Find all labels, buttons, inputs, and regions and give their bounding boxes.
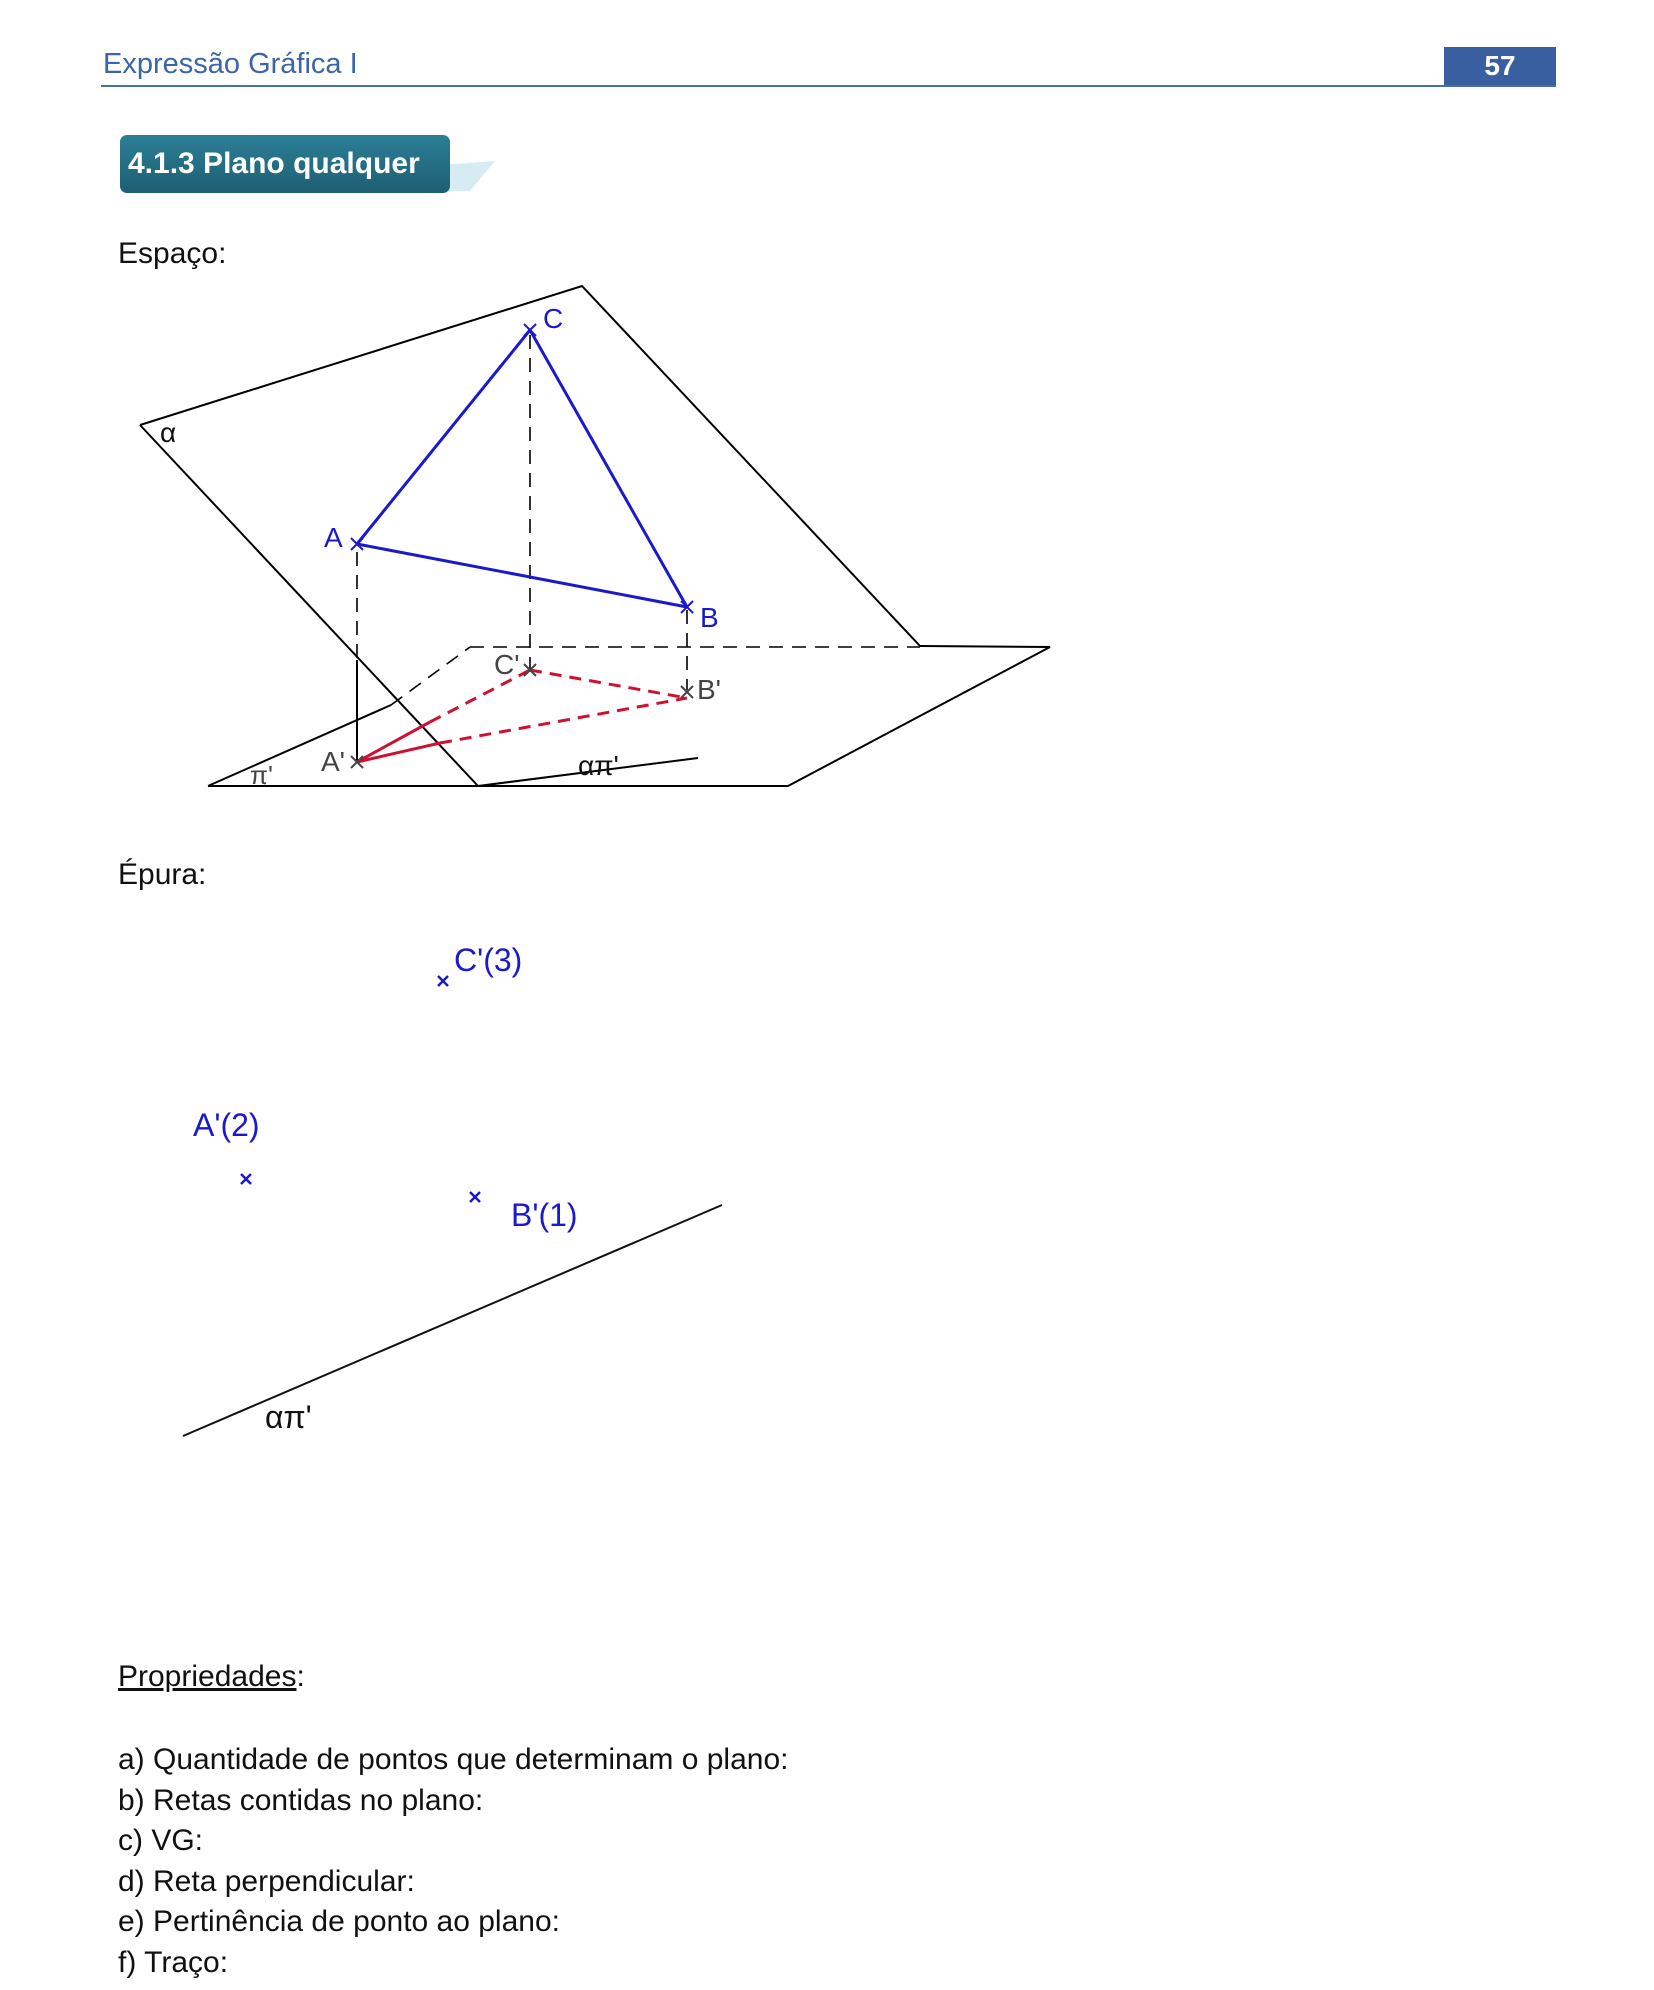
epura-diagram bbox=[183, 976, 722, 1436]
proj-edge-CB-hidden bbox=[530, 670, 687, 698]
plane-pi-left-edge bbox=[208, 705, 391, 786]
space-point-markers bbox=[351, 324, 693, 768]
label-A-proj: A' bbox=[321, 746, 346, 777]
proj-edge-AB bbox=[357, 743, 440, 762]
trace-line-epura bbox=[183, 1205, 722, 1436]
property-item: c) VG: bbox=[118, 1824, 204, 1857]
trace-label-space: απ' bbox=[578, 750, 619, 781]
label-C-proj: C' bbox=[494, 649, 520, 680]
properties-heading-wrap bbox=[118, 1660, 305, 1694]
property-item: b) Retas contidas no plano: bbox=[118, 1783, 484, 1817]
properties-heading-colon: : bbox=[296, 1660, 305, 1693]
triangle-ABC bbox=[357, 330, 687, 607]
plane-alpha-label: α bbox=[160, 417, 177, 448]
property-item: e) Pertinência de ponto ao plano: bbox=[118, 1905, 560, 1938]
epura-label-A: A'(2) bbox=[193, 1107, 260, 1143]
trace-label-epura: απ' bbox=[265, 1399, 312, 1435]
marker-C bbox=[524, 324, 536, 336]
properties-list bbox=[118, 1740, 788, 1983]
edge-AC bbox=[357, 330, 530, 544]
epura-marker-A bbox=[241, 1174, 251, 1184]
page-number: 57 bbox=[1444, 47, 1556, 85]
epura-marker-C bbox=[438, 976, 448, 986]
epura-marker-B bbox=[470, 1192, 480, 1202]
section-heading: 4.1.3 Plano qualquer bbox=[120, 135, 450, 193]
properties-heading: Propriedades bbox=[118, 1660, 297, 1693]
label-B-proj: B' bbox=[697, 674, 722, 705]
plane-pi-label: π' bbox=[250, 760, 273, 790]
label-C: C bbox=[543, 303, 564, 334]
property-item: f) Traço: bbox=[118, 1945, 229, 1979]
property-item: d) Reta perpendicular: bbox=[118, 1864, 415, 1898]
proj-edge-AC bbox=[357, 722, 430, 762]
label-A: A bbox=[324, 522, 343, 553]
property-item: a) Quantidade de pontos que determinam o plano: bbox=[118, 1743, 789, 1776]
label-B: B bbox=[700, 602, 719, 633]
proj-edge-AB-hidden bbox=[440, 698, 687, 743]
epura-label-B: B'(1) bbox=[511, 1197, 578, 1233]
space-diagram bbox=[140, 286, 1050, 786]
plane-alpha-left-edge bbox=[140, 425, 478, 786]
space-caption: Espaço: bbox=[118, 237, 227, 270]
epura-label-C: C'(3) bbox=[454, 942, 523, 978]
projection-triangle bbox=[357, 670, 687, 762]
edge-AB bbox=[357, 544, 687, 607]
epura-caption: Épura: bbox=[118, 858, 207, 891]
header-title: Expressão Gráfica I bbox=[103, 48, 358, 80]
